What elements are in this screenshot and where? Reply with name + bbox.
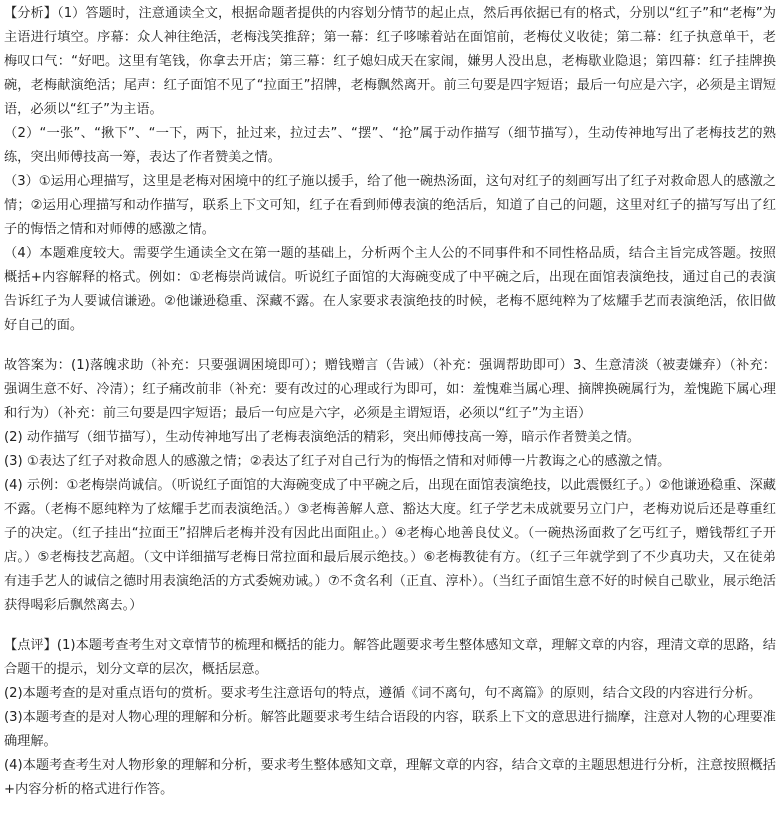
analysis-paragraph-2: （2）“一张”、“揪下”、“一下，两下，扯过来，拉过去”、“摆”、“抢”属于动作描写（细节描写），生动传神地写出了老梅技艺的熟练，突出师傅技高一筹，表达了作者赞美之情。 <box>4 126 776 165</box>
commentary-paragraph-1: 【点评】(1)本题考查考生对文章情节的梳理和概括的能力。解答此题要求考生整体感知文章，理解文章的内容，理清文章的思路，结合题干的提示，划分文章的层次，概括层意。 <box>4 638 776 677</box>
commentary-paragraph-3: (3)本题考查的是对人物心理的理解和分析。解答此题要求考生结合语段的内容，联系上下文的意思进行揣摩，注意对人物的心理要准确理解。 <box>4 710 776 749</box>
answer-paragraph-1: 故答案为：(1)落魄求助（补充：只要强调困境即可）；赠钱赠言（告诫）（补充：强调帮助即可）3、生意清淡（被妻嫌弃）（补充：强调生意不好、冷清）；红子痛改前非（补充：要有改过的心理或行为即可，如：羞愧难当属心理、摘牌换碗属行为，羞愧跪下属心理和行为）（补充：前三句要是四字短语；最后一句应是六字，必须是主谓短语，必须以“红子”为主语） <box>4 358 776 421</box>
commentary-paragraph-4: (4)本题考查考生对人物形象的理解和分析，要求考生整体感知文章，理解文章的内容，结合文章的主题思想进行分析，注意按照概括+内容分析的格式进行作答。 <box>4 758 776 797</box>
section-spacer <box>4 618 776 634</box>
answer-paragraph-3: (3) ①表达了红子对救命恩人的感激之情；②表达了红子对自己行为的悔悟之情和对师傅一片教诲之心的感激之情。 <box>4 454 671 469</box>
answer-section <box>4 354 776 618</box>
answer-paragraph-4: (4) 示例：①老梅崇尚诚信。（听说红子面馆的大海碗变成了中平碗之后，出现在面馆表演绝技，以此震慑红子。）②他谦逊稳重、深藏不露。（老梅不愿纯粹为了炫耀手艺而表演绝活。）③老梅善解人意、豁达大度。红子学艺未成就要另立门户，老梅劝说后还是尊重红子的决定。（红子挂出“拉面王”招牌后老梅并没有因此出面阻止。）④老梅心地善良仗义。（一碗热汤面救了乞丐红子，赠钱帮红子开店。）⑤老梅技艺高超。（文中详细描写老梅日常拉面和最后展示绝技。）⑥老梅教徒有方。（红子三年就学到了不少真功夫，又在徒弟有违手艺人的诚信之德时用表演绝活的方式委婉劝诫。）⑦不贪名利（正直、淳朴）。（当红子面馆生意不好的时候自己歇业，展示绝活获得喝彩后飘然离去。） <box>4 478 776 613</box>
answer-paragraph-2: (2) 动作描写（细节描写），生动传神地写出了老梅表演绝活的精彩，突出师傅技高一筹，暗示作者赞美之情。 <box>4 430 641 445</box>
analysis-paragraph-1: 【分析】（1）答题时，注意通读全文，根据命题者提供的内容划分情节的起止点，然后再依据已有的格式，分别以“红子”和“老梅”为主语进行填空。序幕：众人神往绝活，老梅浅笑推辞；第一幕：红子哆嗦着站在面馆前，老梅仗义收徒；第二幕：红子执意单干，老梅叹口气：“好吧。这里有笔钱，你拿去开店；第三幕：红子媳妇成天在家闹，嫌男人没出息，老梅歇业隐退；第四幕：红子挂牌换碗，老梅献演绝活；尾声：红子面馆不见了“拉面王”招牌，老梅飘然离开。前三句要是四字短语；最后一句应是六字，必须是主谓短语，必须以“红子”为主语。 <box>4 6 776 117</box>
section-spacer <box>4 338 776 354</box>
analysis-section <box>4 2 776 338</box>
commentary-paragraph-2: (2)本题考查的是对重点语句的赏析。要求考生注意语句的特点，遵循《词不离句，句不离篇》的原则，结合文段的内容进行分析。 <box>4 686 762 701</box>
analysis-paragraph-4: （4）本题难度较大。需要学生通读全文在第一题的基础上，分析两个主人公的不同事件和不同性格品质，结合主旨完成答题。按照概括+内容解释的格式。例如：①老梅崇尚诚信。听说红子面馆的大海碗变成了中平碗之后，出现在面馆表演绝技，通过自己的表演告诉红子为人要诚信谦逊。②他谦逊稳重、深藏不露。在人家要求表演绝技的时候，老梅不愿纯粹为了炫耀手艺而表演绝活，依旧做好自己的面。 <box>4 246 776 333</box>
analysis-paragraph-3: （3）①运用心理描写，这里是老梅对困境中的红子施以援手，给了他一碗热汤面，这句对红子的刻画写出了红子对救命恩人的感激之情；②运用心理描写和动作描写，联系上下文可知，红子在看到师傅表演的绝活后，知道了自己的问题，这里对红子的描写写出了红子的悔悟之情和对师傅的感激之情。 <box>4 174 776 237</box>
commentary-section <box>4 634 776 802</box>
answer-explanation-document <box>4 2 776 802</box>
